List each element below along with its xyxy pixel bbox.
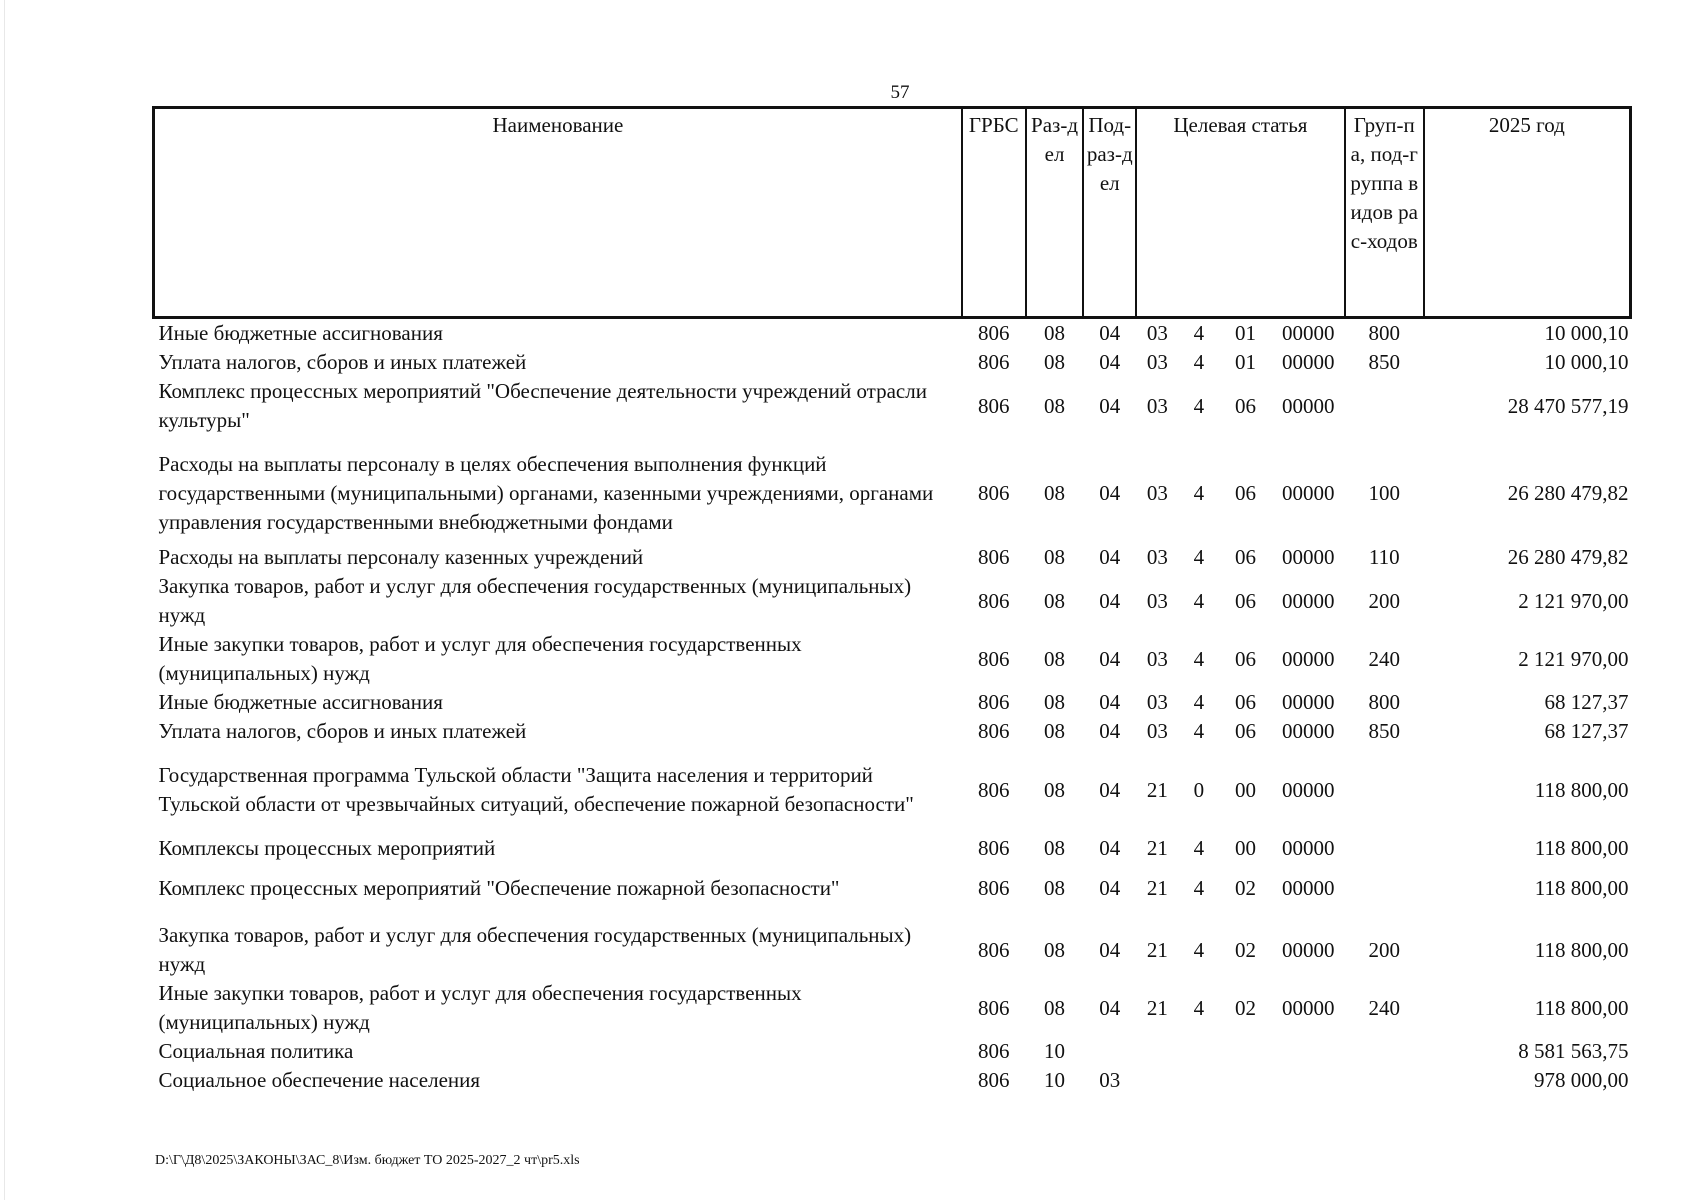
cell-t2: 4 bbox=[1193, 719, 1205, 743]
table-row bbox=[154, 543, 1631, 572]
cell-t3: 02 bbox=[1234, 875, 1256, 900]
cell-t4: 00000 bbox=[1282, 588, 1335, 613]
cell-grbs: 806 bbox=[978, 1039, 1010, 1063]
cell-name: Комплекс процессных мероприятий "Обеспечение пожарной безопасности" bbox=[158, 875, 840, 900]
cell-t2: 4 bbox=[1193, 995, 1205, 1020]
cell-vr: 240 bbox=[1368, 995, 1401, 1020]
header-target: Целевая статья bbox=[1136, 108, 1345, 318]
table-row bbox=[154, 834, 1631, 863]
page-number: 57 bbox=[890, 82, 910, 103]
cell-pr: 04 bbox=[1099, 836, 1121, 860]
cell-name: Уплата налогов, сборов и иных платежей bbox=[158, 719, 527, 743]
cell-name: Иные закупки товаров, работ и услуг для обеспечения государственных (муниципальных) нужд bbox=[158, 632, 802, 685]
cell-t1: 03 bbox=[1146, 545, 1168, 569]
cell-grbs: 806 bbox=[978, 545, 1010, 569]
cell-rz: 08 bbox=[1044, 836, 1066, 860]
cell-t1: 21 bbox=[1146, 777, 1168, 802]
cell-name: Социальное обеспечение населения bbox=[158, 1068, 481, 1092]
cell-t4: 00000 bbox=[1282, 777, 1335, 802]
cell-t3: 06 bbox=[1234, 588, 1256, 613]
cell-t1: 03 bbox=[1146, 719, 1168, 743]
cell-t4: 00000 bbox=[1282, 995, 1335, 1020]
cell-pr: 04 bbox=[1099, 995, 1121, 1020]
cell-t3: 00 bbox=[1234, 777, 1256, 802]
cell-t2: 4 bbox=[1193, 321, 1205, 345]
cell-t1: 03 bbox=[1146, 646, 1168, 671]
cell-t4: 00000 bbox=[1282, 646, 1335, 671]
cell-t4 bbox=[1272, 1066, 1345, 1095]
cell-t1: 03 bbox=[1146, 393, 1168, 418]
cell-t1: 21 bbox=[1146, 995, 1168, 1020]
cell-t3: 06 bbox=[1234, 480, 1256, 505]
cell-grbs: 806 bbox=[978, 836, 1010, 860]
header-podrazdel: Под-раз-дел bbox=[1083, 108, 1136, 318]
cell-t2: 4 bbox=[1193, 690, 1205, 714]
cell-t4: 00000 bbox=[1282, 875, 1335, 900]
cell-pr: 04 bbox=[1099, 719, 1121, 743]
cell-t4 bbox=[1272, 1037, 1345, 1066]
cell-vr: 850 bbox=[1368, 719, 1401, 743]
cell-grbs: 806 bbox=[978, 719, 1010, 743]
cell-t2: 4 bbox=[1193, 393, 1205, 418]
cell-sum: 10 000,10 bbox=[1544, 350, 1629, 374]
cell-t2: 4 bbox=[1193, 588, 1205, 613]
budget-table-wrapper bbox=[152, 106, 1632, 1095]
table-row bbox=[154, 717, 1631, 746]
cell-vr: 800 bbox=[1368, 690, 1401, 714]
cell-vr bbox=[1345, 377, 1424, 435]
cell-t2: 4 bbox=[1193, 875, 1205, 900]
cell-t2 bbox=[1179, 1066, 1220, 1095]
table-row bbox=[154, 630, 1631, 688]
cell-t3: 01 bbox=[1234, 350, 1256, 374]
cell-vr bbox=[1345, 1037, 1424, 1066]
cell-grbs: 806 bbox=[978, 875, 1010, 900]
header-grbs: ГРБС bbox=[962, 108, 1026, 318]
cell-name: Иные бюджетные ассигнования bbox=[158, 690, 443, 714]
cell-t1: 21 bbox=[1146, 937, 1168, 962]
cell-pr: 04 bbox=[1099, 321, 1121, 345]
header-razdel: Раз-дел bbox=[1026, 108, 1084, 318]
table-row bbox=[154, 1037, 1631, 1066]
cell-pr: 04 bbox=[1099, 480, 1121, 505]
file-path-footer: D:\Г\Д8\2025\ЗАКОНЫ\ЗАС_8\Изм. бюджет ТО 2025-2027_2 чт\pr5.xls bbox=[155, 1153, 580, 1168]
table-row bbox=[154, 1066, 1631, 1095]
cell-vr bbox=[1345, 746, 1424, 834]
cell-t3: 06 bbox=[1234, 690, 1256, 714]
cell-vr bbox=[1345, 1066, 1424, 1095]
cell-grbs: 806 bbox=[978, 690, 1010, 714]
cell-sum: 26 280 479,82 bbox=[1507, 480, 1629, 505]
cell-pr: 04 bbox=[1099, 588, 1121, 613]
cell-grbs: 806 bbox=[978, 777, 1010, 802]
cell-name: Иные закупки товаров, работ и услуг для обеспечения государственных (муниципальных) нужд bbox=[158, 981, 802, 1034]
cell-sum: 68 127,37 bbox=[1544, 719, 1629, 743]
cell-grbs: 806 bbox=[978, 646, 1010, 671]
cell-t4: 00000 bbox=[1282, 321, 1335, 345]
cell-vr bbox=[1345, 834, 1424, 863]
cell-grbs: 806 bbox=[978, 588, 1010, 613]
cell-t1 bbox=[1136, 1037, 1179, 1066]
cell-t2: 4 bbox=[1193, 350, 1205, 374]
cell-vr: 100 bbox=[1368, 480, 1401, 505]
cell-sum: 118 800,00 bbox=[1534, 875, 1629, 900]
table-header-row bbox=[154, 108, 1631, 318]
table-row bbox=[154, 572, 1631, 630]
cell-rz: 08 bbox=[1044, 588, 1066, 613]
cell-t1: 03 bbox=[1146, 480, 1168, 505]
cell-rz: 08 bbox=[1044, 875, 1066, 900]
cell-name: Комплексы процессных мероприятий bbox=[158, 836, 496, 860]
cell-rz: 08 bbox=[1044, 690, 1066, 714]
cell-t4: 00000 bbox=[1282, 836, 1335, 860]
cell-grbs: 806 bbox=[978, 480, 1010, 505]
cell-pr: 04 bbox=[1099, 393, 1121, 418]
cell-rz: 08 bbox=[1044, 545, 1066, 569]
cell-t4: 00000 bbox=[1282, 350, 1335, 374]
cell-grbs: 806 bbox=[978, 350, 1010, 374]
cell-sum: 118 800,00 bbox=[1534, 836, 1629, 860]
cell-name: Комплекс процессных мероприятий "Обеспечение деятельности учреждений отрасли культуры" bbox=[158, 379, 927, 432]
cell-rz: 08 bbox=[1044, 393, 1066, 418]
cell-rz: 08 bbox=[1044, 719, 1066, 743]
cell-t1: 03 bbox=[1146, 588, 1168, 613]
cell-rz: 08 bbox=[1044, 646, 1066, 671]
cell-sum: 68 127,37 bbox=[1544, 690, 1629, 714]
cell-t4: 00000 bbox=[1282, 937, 1335, 962]
cell-t4: 00000 bbox=[1282, 545, 1335, 569]
cell-t3: 06 bbox=[1234, 545, 1256, 569]
cell-t3: 06 bbox=[1234, 646, 1256, 671]
table-row bbox=[154, 318, 1631, 349]
cell-vr: 800 bbox=[1368, 321, 1401, 345]
cell-pr: 04 bbox=[1099, 937, 1121, 962]
cell-grbs: 806 bbox=[978, 937, 1010, 962]
cell-t3: 02 bbox=[1234, 995, 1256, 1020]
cell-name: Государственная программа Тульской области "Защита населения и территорий Тульской области от чрезвычайных ситуаций, обеспечение пожарной безопасности" bbox=[158, 763, 914, 816]
cell-t1: 21 bbox=[1146, 836, 1168, 860]
cell-grbs: 806 bbox=[978, 321, 1010, 345]
cell-sum: 118 800,00 bbox=[1534, 937, 1629, 962]
cell-pr: 04 bbox=[1099, 545, 1121, 569]
cell-t3 bbox=[1219, 1066, 1272, 1095]
cell-pr: 03 bbox=[1099, 1068, 1121, 1092]
cell-rz: 10 bbox=[1044, 1039, 1066, 1063]
cell-t4: 00000 bbox=[1282, 393, 1335, 418]
cell-rz: 08 bbox=[1044, 480, 1066, 505]
cell-t1 bbox=[1136, 1066, 1179, 1095]
cell-t2: 4 bbox=[1193, 937, 1205, 962]
cell-t4: 00000 bbox=[1282, 480, 1335, 505]
cell-t3: 06 bbox=[1234, 719, 1256, 743]
cell-pr: 04 bbox=[1099, 875, 1121, 900]
header-year: 2025 год bbox=[1424, 108, 1631, 318]
cell-vr: 240 bbox=[1368, 646, 1401, 671]
cell-t4: 00000 bbox=[1282, 719, 1335, 743]
cell-t2: 4 bbox=[1193, 646, 1205, 671]
cell-rz: 08 bbox=[1044, 995, 1066, 1020]
cell-vr: 850 bbox=[1368, 350, 1401, 374]
cell-name: Расходы на выплаты персоналу в целях обеспечения выполнения функций государственными (муниципальными) органами, казенными учреждениями, органами управления государственными внебюджетными фондами bbox=[158, 451, 934, 534]
cell-pr bbox=[1083, 1037, 1136, 1066]
cell-sum: 118 800,00 bbox=[1534, 995, 1629, 1020]
cell-pr: 04 bbox=[1099, 777, 1121, 802]
cell-sum: 2 121 970,00 bbox=[1518, 588, 1629, 613]
cell-t2: 4 bbox=[1193, 480, 1205, 505]
cell-t1: 03 bbox=[1146, 690, 1168, 714]
table-row bbox=[154, 863, 1631, 913]
table-row bbox=[154, 688, 1631, 717]
cell-t3 bbox=[1219, 1037, 1272, 1066]
scan-edge bbox=[4, 0, 5, 1200]
cell-name: Социальная политика bbox=[158, 1039, 354, 1063]
cell-t2: 4 bbox=[1193, 545, 1205, 569]
cell-name: Закупка товаров, работ и услуг для обеспечения государственных (муниципальных) нужд bbox=[158, 574, 912, 627]
cell-name: Иные бюджетные ассигнования bbox=[158, 321, 443, 345]
cell-vr: 110 bbox=[1368, 545, 1400, 569]
cell-grbs: 806 bbox=[978, 995, 1010, 1020]
header-name: Наименование bbox=[154, 108, 962, 318]
cell-t4: 00000 bbox=[1282, 690, 1335, 714]
cell-rz: 08 bbox=[1044, 350, 1066, 374]
cell-rz: 08 bbox=[1044, 777, 1066, 802]
cell-name: Закупка товаров, работ и услуг для обеспечения государственных (муниципальных) нужд bbox=[158, 923, 912, 976]
cell-sum: 8 581 563,75 bbox=[1518, 1039, 1629, 1063]
table-row bbox=[154, 377, 1631, 435]
cell-vr: 200 bbox=[1368, 588, 1401, 613]
cell-sum: 118 800,00 bbox=[1534, 777, 1629, 802]
cell-t2 bbox=[1179, 1037, 1220, 1066]
cell-sum: 28 470 577,19 bbox=[1507, 393, 1629, 418]
cell-pr: 04 bbox=[1099, 646, 1121, 671]
cell-t3: 02 bbox=[1234, 937, 1256, 962]
cell-rz: 08 bbox=[1044, 321, 1066, 345]
cell-vr bbox=[1345, 863, 1424, 913]
table-body bbox=[154, 318, 1631, 1096]
table-row bbox=[154, 435, 1631, 543]
cell-t1: 03 bbox=[1146, 321, 1168, 345]
cell-t1: 03 bbox=[1146, 350, 1168, 374]
budget-table bbox=[152, 106, 1632, 1095]
cell-t2: 0 bbox=[1193, 777, 1205, 802]
cell-vr: 200 bbox=[1368, 937, 1401, 962]
cell-t1: 21 bbox=[1146, 875, 1168, 900]
cell-t3: 06 bbox=[1234, 393, 1256, 418]
cell-rz: 10 bbox=[1044, 1068, 1066, 1092]
cell-name: Расходы на выплаты персоналу казенных учреждений bbox=[158, 545, 644, 569]
cell-sum: 978 000,00 bbox=[1534, 1068, 1629, 1092]
cell-sum: 2 121 970,00 bbox=[1518, 646, 1629, 671]
table-row bbox=[154, 348, 1631, 377]
table-row bbox=[154, 979, 1631, 1037]
cell-sum: 10 000,10 bbox=[1544, 321, 1629, 345]
cell-rz: 08 bbox=[1044, 937, 1066, 962]
table-row bbox=[154, 746, 1631, 834]
cell-t3: 01 bbox=[1234, 321, 1256, 345]
cell-pr: 04 bbox=[1099, 690, 1121, 714]
cell-grbs: 806 bbox=[978, 393, 1010, 418]
cell-grbs: 806 bbox=[978, 1068, 1010, 1092]
cell-t2: 4 bbox=[1193, 836, 1205, 860]
header-group: Груп-па, под-группа видов рас-ходов bbox=[1345, 108, 1424, 318]
cell-t3: 00 bbox=[1234, 836, 1256, 860]
table-row bbox=[154, 913, 1631, 979]
cell-pr: 04 bbox=[1099, 350, 1121, 374]
cell-name: Уплата налогов, сборов и иных платежей bbox=[158, 350, 527, 374]
cell-sum: 26 280 479,82 bbox=[1507, 545, 1629, 569]
